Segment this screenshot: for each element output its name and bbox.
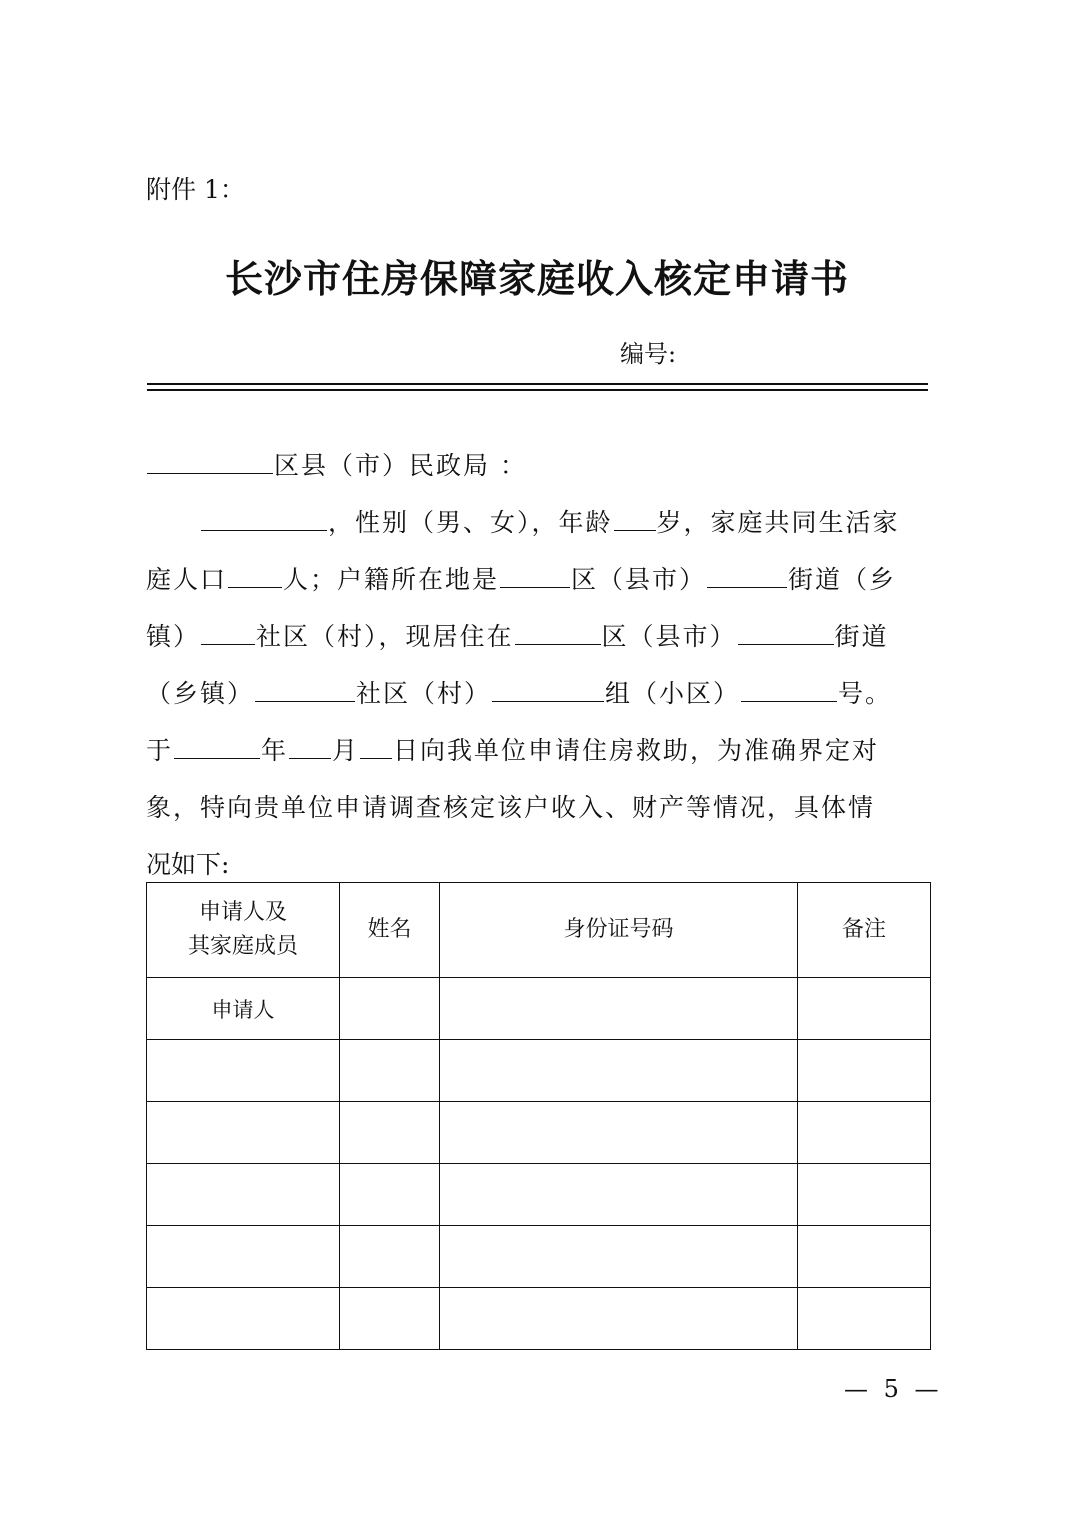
remarks-header: 备注	[798, 883, 931, 978]
table-row	[147, 1102, 931, 1164]
registration-street-text: 街道（乡	[788, 565, 897, 594]
table-cell[interactable]	[798, 1164, 931, 1226]
date-prefix: 于	[146, 736, 174, 765]
addressee-text: 区县（市）民政局 ：	[274, 451, 527, 480]
registration-district-blank[interactable]	[500, 563, 570, 588]
table-cell[interactable]	[798, 978, 931, 1040]
table-cell[interactable]	[340, 978, 440, 1040]
group-text: 组（小区）	[605, 679, 741, 708]
serial-number-label: 编号:	[620, 340, 677, 368]
residence-line	[146, 608, 930, 665]
day-blank[interactable]	[360, 734, 392, 759]
addressee-line	[146, 437, 930, 494]
residence-street-blank[interactable]	[738, 620, 834, 645]
table-row	[147, 1288, 931, 1350]
member-header-line2: 其家庭成员	[187, 934, 298, 959]
address-line	[146, 665, 930, 722]
residence-text: 社区（村），现居住在	[256, 622, 514, 651]
house-number-blank[interactable]	[741, 677, 837, 702]
applicant-line	[146, 494, 930, 551]
request-line: 象，特向贵单位申请调查核定该户收入、财产等情况，具体情	[146, 793, 876, 822]
day-text: 日向我单位申请住房救助，为准确界定对	[393, 736, 880, 765]
age-blank[interactable]	[614, 506, 656, 531]
member-header-line1: 申请人及	[198, 900, 287, 925]
household-size-blank[interactable]	[228, 563, 282, 588]
household-prefix: 庭人口	[146, 565, 228, 594]
residence-street-text: 街道	[834, 622, 889, 651]
household-line	[146, 551, 930, 608]
registration-district-text: 区（县市）	[571, 565, 707, 594]
id-number-header: 身份证号码	[440, 883, 798, 978]
month-blank[interactable]	[289, 734, 331, 759]
applicant-row-label: 申请人	[147, 978, 340, 1040]
table-cell[interactable]	[440, 978, 798, 1040]
table-cell[interactable]	[798, 1226, 931, 1288]
household-members-table	[146, 882, 931, 1350]
table-cell[interactable]	[340, 1226, 440, 1288]
document-title: 长沙市住房保障家庭收入核定申请书	[224, 257, 849, 301]
district-blank[interactable]	[147, 449, 273, 474]
residence-prefix: 镇）	[146, 622, 201, 651]
table-cell[interactable]	[147, 1164, 340, 1226]
age-suffix-text: 岁，家庭共同生活家	[656, 508, 900, 537]
table-row	[147, 1226, 931, 1288]
community-text: 社区（村）	[356, 679, 492, 708]
year-blank[interactable]	[174, 734, 260, 759]
page-number: — 5 —	[844, 1375, 943, 1403]
registration-text: 人；户籍所在地是	[283, 565, 500, 594]
table-row	[147, 978, 931, 1040]
details-line: 况如下:	[146, 850, 230, 879]
table-cell[interactable]	[340, 1102, 440, 1164]
table-cell[interactable]	[440, 1102, 798, 1164]
name-header: 姓名	[340, 883, 440, 978]
year-text: 年	[261, 736, 289, 765]
table-cell[interactable]	[340, 1040, 440, 1102]
table-cell[interactable]	[440, 1288, 798, 1350]
address-prefix: （乡镇）	[146, 679, 255, 708]
residence-district-blank[interactable]	[515, 620, 601, 645]
table-cell[interactable]	[440, 1040, 798, 1102]
group-blank[interactable]	[492, 677, 604, 702]
header-rule-top	[147, 383, 928, 385]
table-cell[interactable]	[440, 1226, 798, 1288]
table-cell[interactable]	[147, 1226, 340, 1288]
table-cell[interactable]	[147, 1102, 340, 1164]
table-row	[147, 1040, 931, 1102]
month-text: 月	[332, 736, 360, 765]
table-cell[interactable]	[798, 1102, 931, 1164]
member-header	[147, 883, 340, 978]
applicant-name-blank[interactable]	[201, 506, 327, 531]
sex-age-text: ，性别（男、女），年龄	[328, 508, 613, 537]
registration-street-blank[interactable]	[707, 563, 787, 588]
date-line	[146, 722, 930, 779]
table-cell[interactable]	[440, 1164, 798, 1226]
residence-community-blank[interactable]	[255, 677, 355, 702]
residence-district-text: 区（县市）	[601, 622, 737, 651]
table-cell[interactable]	[798, 1040, 931, 1102]
attachment-label: 附件 1：	[146, 175, 245, 204]
house-number-text: 号。	[838, 679, 893, 708]
table-cell[interactable]	[798, 1288, 931, 1350]
header-rule-bottom	[147, 389, 928, 391]
table-cell[interactable]	[147, 1040, 340, 1102]
table-header-row	[147, 883, 931, 978]
registration-community-blank[interactable]	[201, 620, 255, 645]
letter-body	[146, 437, 930, 893]
table-row	[147, 1164, 931, 1226]
table-cell[interactable]	[147, 1288, 340, 1350]
table-cell[interactable]	[340, 1164, 440, 1226]
table-cell[interactable]	[340, 1288, 440, 1350]
